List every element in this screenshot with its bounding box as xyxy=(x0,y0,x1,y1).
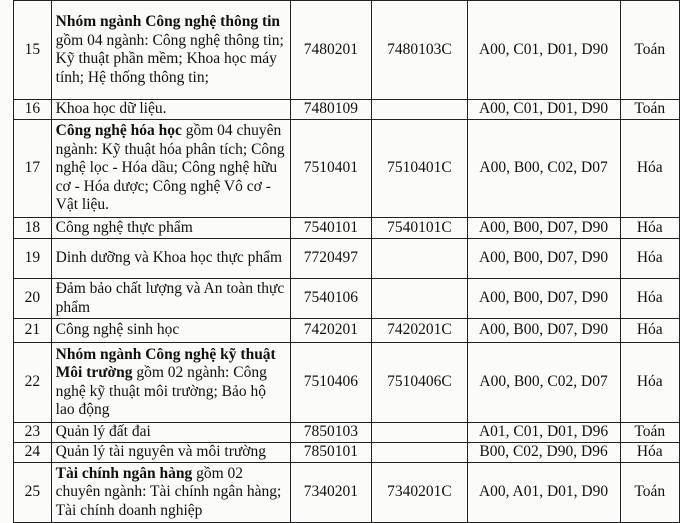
major-code-c xyxy=(372,423,467,443)
row-number: 21 xyxy=(14,319,52,343)
table-row xyxy=(14,1,680,100)
table-row xyxy=(14,120,680,218)
subject-combinations: A00, B00, D07, D90 xyxy=(467,319,620,343)
row-number: 19 xyxy=(14,239,52,279)
major-name-detail: Đảm bảo chất lượng và An toàn thực phẩm xyxy=(55,280,285,316)
subject-combinations: A00, B00, D07, D90 xyxy=(467,218,620,239)
major-name xyxy=(51,279,290,319)
major-name-detail: Khoa học dữ liệu. xyxy=(55,100,167,118)
row-number: 17 xyxy=(14,120,52,218)
table-row xyxy=(14,423,680,443)
table-row xyxy=(14,443,680,463)
main-subject: Hóa xyxy=(620,279,680,319)
major-name xyxy=(51,443,290,463)
table-row xyxy=(14,218,680,239)
major-name-bold: Tài chính ngân hàng xyxy=(55,464,193,482)
major-name-detail: gồm 04 ngành: Công nghệ thông tin; Kỹ thuật phần mềm; Khoa học máy tính; Hệ thống thông tin; xyxy=(55,31,284,86)
main-subject: Hóa xyxy=(620,239,680,279)
major-name xyxy=(51,100,290,120)
major-code-c: 7480103C xyxy=(372,1,467,100)
major-name xyxy=(51,1,290,100)
major-code-c xyxy=(372,279,467,319)
subject-combinations: A00, C01, D01, D90 xyxy=(467,100,620,120)
main-subject: Hóa xyxy=(620,218,680,239)
major-name-detail: gồm 02 chuyên ngành: Tài chính ngân hàng; Tài chính doanh nghiệp xyxy=(55,464,282,519)
major-code: 7510401 xyxy=(290,120,372,218)
major-code: 7510406 xyxy=(290,343,372,423)
major-code-c: 7340201C xyxy=(372,463,467,523)
major-code: 7540101 xyxy=(290,218,372,239)
subject-combinations: A01, C01, D01, D96 xyxy=(467,423,620,443)
row-number: 20 xyxy=(14,279,52,319)
major-code-c xyxy=(372,100,467,120)
major-name-detail: gồm 04 chuyên ngành: Kỹ thuật hóa phân tích; Công nghệ lọc - Hóa dầu; Công nghệ hữu cơ - Hóa dược; Công nghệ Vô cơ - Vật liệu. xyxy=(55,122,285,214)
major-name xyxy=(51,120,290,218)
table-row xyxy=(14,343,680,423)
major-code-c xyxy=(372,239,467,279)
main-subject: Toán xyxy=(620,423,680,443)
major-name-detail: Công nghệ sinh học xyxy=(55,321,180,339)
row-number: 22 xyxy=(14,343,52,423)
major-code: 7720497 xyxy=(290,239,372,279)
subject-combinations: A00, B00, C02, D07 xyxy=(467,343,620,423)
major-name xyxy=(51,463,290,523)
major-code-c: 7510401C xyxy=(372,120,467,218)
major-name-bold: Nhóm ngành Công nghệ thông tin xyxy=(55,13,281,30)
main-subject: Toán xyxy=(620,463,680,523)
subject-combinations: A00, B00, D07, D90 xyxy=(467,239,620,279)
main-subject: Toán xyxy=(620,1,680,100)
major-code: 7340201 xyxy=(290,463,372,523)
table-row xyxy=(14,463,680,523)
major-code-c: 7510406C xyxy=(372,343,467,423)
major-name-bold: Nhóm ngành Công nghệ kỹ thuật Môi trường xyxy=(55,345,276,381)
major-name xyxy=(51,239,290,279)
subject-combinations: A00, B00, C02, D07 xyxy=(467,120,620,218)
row-number: 24 xyxy=(14,443,52,463)
subject-combinations: A00, A01, D01, D90 xyxy=(467,463,620,523)
major-name xyxy=(51,423,290,443)
major-code: 7480201 xyxy=(290,1,372,100)
major-code: 7850103 xyxy=(290,423,372,443)
subject-combinations: B00, C02, D90, D96 xyxy=(467,443,620,463)
majors-table-body xyxy=(14,1,680,523)
major-name xyxy=(51,319,290,343)
main-subject: Hóa xyxy=(620,343,680,423)
table-row xyxy=(14,100,680,120)
row-number: 18 xyxy=(14,218,52,239)
major-name xyxy=(51,343,290,423)
subject-combinations: A00, B00, D07, D90 xyxy=(467,279,620,319)
table-row xyxy=(14,319,680,343)
table-row xyxy=(14,239,680,279)
major-name-detail: Dinh dưỡng và Khoa học thực phẩm xyxy=(55,249,283,267)
major-code: 7850101 xyxy=(290,443,372,463)
major-name-detail: Công nghệ thực phẩm xyxy=(55,218,193,236)
table-row xyxy=(14,279,680,319)
major-name-detail: gồm 02 ngành: Công nghệ kỹ thuật môi trường; Bảo hộ lao động xyxy=(55,364,267,418)
major-code: 7420201 xyxy=(290,319,372,343)
major-name-detail: Quản lý tài nguyên và môi trường xyxy=(55,443,266,461)
major-name xyxy=(51,218,290,239)
main-subject: Hóa xyxy=(620,120,680,218)
row-number: 25 xyxy=(14,463,52,523)
major-code-c: 7540101C xyxy=(372,218,467,239)
main-subject: Hóa xyxy=(620,319,680,343)
row-number: 23 xyxy=(14,423,52,443)
major-name-bold: Công nghệ hóa học xyxy=(55,122,182,140)
subject-combinations: A00, C01, D01, D90 xyxy=(467,1,620,100)
main-subject: Toán xyxy=(620,100,680,120)
major-code: 7540106 xyxy=(290,279,372,319)
major-code-c: 7420201C xyxy=(372,319,467,343)
major-name-detail: Quản lý đất đai xyxy=(55,423,151,441)
majors-table xyxy=(13,0,680,523)
row-number: 15 xyxy=(14,1,52,100)
row-number: 16 xyxy=(14,100,52,120)
major-code: 7480109 xyxy=(290,100,372,120)
main-subject: Hóa xyxy=(620,443,680,463)
major-code-c xyxy=(372,443,467,463)
